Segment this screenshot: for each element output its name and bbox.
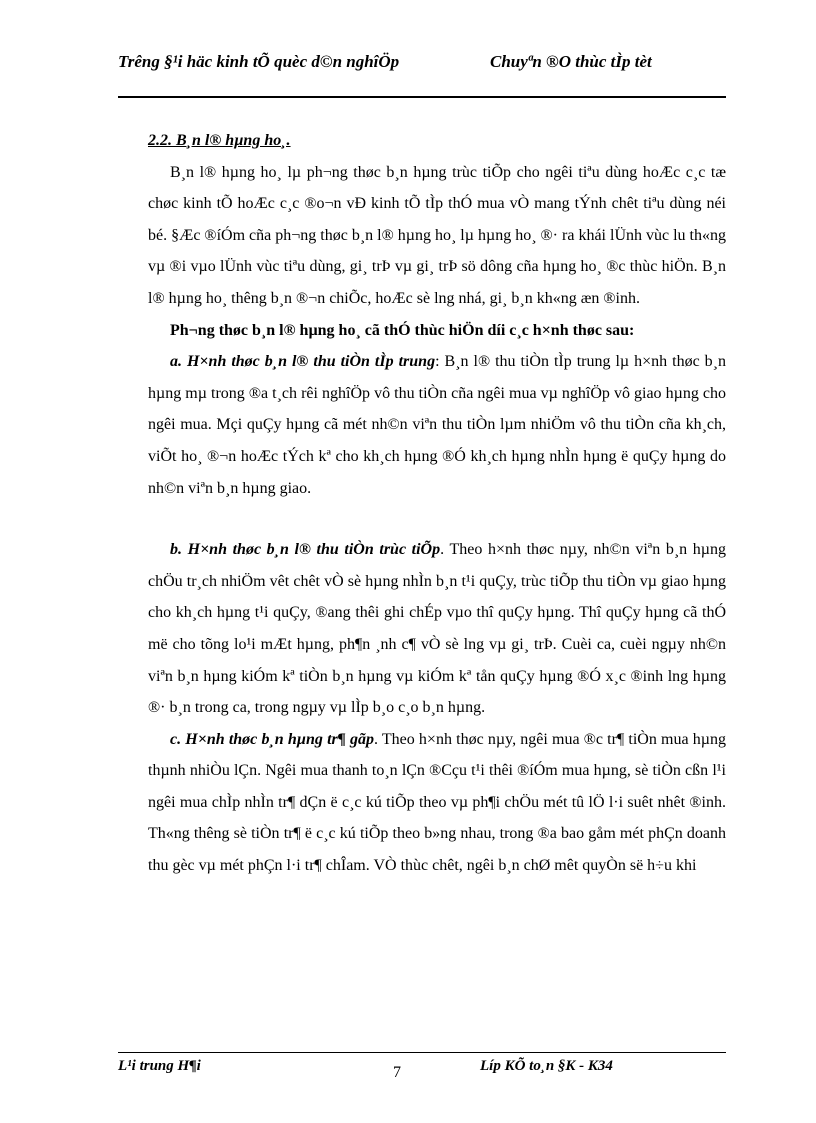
item-a-lead: a. H×nh thøc b¸n l® thu tiÒn tÌp trung <box>170 353 436 371</box>
page-content <box>148 125 726 882</box>
footer-rule <box>118 1052 726 1053</box>
page-number: 7 <box>393 1064 401 1081</box>
item-b-text: . Theo h×nh thøc nµy, nh©n viªn b¸n hµng chÖu tr¸ch nhiÖm vêt chêt vÒ sè hµng nhÌn b¸n t¹i quÇy, trùc tiÕp thu tiÒn vµ giao hµng cho kh¸ch hµng t¹i quÇy, ®ang thêi ghi chÉp vµo thî quÇy hµng. Thî quÇy hµng cã thÓ më cho tõng lo¹i mÆt hµng, ph¶n ¸nh c¶ vÒ sè lng vµ gi¸ trÞ. Cuèi ca, cuèi ngµy nh©n viªn b¸n hµng kiÓm kª tiÒn b¸n hµng vµ kiÓm kª tån quÇy hµng ®Ó x¸c ®inh lng hµng ®· b¸n trong ca, trong ngµy vµ lÌp b¸o c¸o b¸n hµng. <box>148 541 726 717</box>
item-c-text: . Theo h×nh thøc nµy, ngêi mua ®c tr¶ tiÒn mua hµng thµnh nhiÒu lÇn. Ngêi mua thanh to¸n lÇn ®Cçu t¹i thêi ®íÓm mua hµng, sè tiÒn cßn l¹i ngêi mua chÌp nhÌn tr¶ dÇn ë c¸c kú tiÕp theo vµ ph¶i chÖu mét tû lÖ l·i suêt nhêt ®inh. Th«ng thêng sè tiÒn tr¶ ë c¸c kú tiÕp theo b»ng nhau, trong ®a bao gåm mét phÇn doanh thu gèc vµ mét phÇn l·i tr¶ chÎam. VÒ thùc chêt, ngêi b¸n chØ mêt quyÒn së h÷u khi <box>148 730 726 875</box>
header-left-title: Trêng §¹i häc kinh tÕ quèc d©n nghîÖp <box>118 52 400 71</box>
item-c-lead: c. H×nh thøc b¸n hµng tr¶ gãp <box>170 730 374 748</box>
paragraph-item-b <box>148 534 726 724</box>
item-a-text: : B¸n l® thu tiÒn tÌp trung lµ h×nh thøc b¸n hµng mµ trong ®a t¸ch rêi nghîÖp vô thu tiÒn cña ngêi mua vµ nghîÖp vô giao hµng cho ngêi mua. Mçi quÇy hµng cã mét nh©n viªn thu tiÒn lµm nhiÖm vô thu tiÒn cña kh¸ch, viÕt ho¸ ®¬n hoÆc tÝch kª cho kh¸ch hµng ®Ó kh¸ch hµng nhÌn hµng ë quÇy hµng do nh©n viªn b¸n hµng giao. <box>148 353 727 497</box>
paragraph-item-a <box>148 346 726 504</box>
paragraph-item-c <box>148 724 726 882</box>
item-b-lead: b. H×nh thøc b¸n l® thu tiÒn trùc tiÕp <box>170 541 441 559</box>
methods-heading: Ph¬ng thøc b¸n l® hµng ho¸ cã thÓ thùc hiÖn díi c¸c h×nh thøc sau: <box>170 321 635 339</box>
section-title: 2.2. B¸n l® hµng ho¸. <box>148 132 291 149</box>
spacer <box>148 504 726 534</box>
footer-class: Líp KÕ to¸n §K - K34 <box>480 1058 613 1074</box>
paragraph-intro: B¸n l® hµng ho¸ lµ ph¬ng thøc b¸n hµng trùc tiÕp cho ngêi tiªu dùng hoÆc c¸c tæ chøc kinh tÕ hoÆc c¸c ®o¬n vÐ kinh tÕ tÌp thÓ mua vÒ mang tÝnh chêt tiªu dùng néi bé. §Æc ®íÓm cña ph¬ng thøc b¸n l® hµng ho¸ lµ hµng ho¸ ®· ra khái lÜnh vùc lu th«ng vµ ®i vµo lÜnh vùc tiªu dùng, gi¸ trÞ vµ gi¸ trÞ sö dông cña hµng ho¸ ®c thùc hiÖn. B¸n l® hµng ho¸ thêng b¸n ®¬n chiÕc, hoÆc sè lng nhá, gi¸ b¸n kh«ng æn ®inh. <box>148 163 726 307</box>
footer-author: L¹i trung H¶i <box>118 1058 201 1074</box>
header-right-title: Chuyªn ®O thùc tÌp tèt <box>490 52 652 71</box>
header-rule <box>118 96 726 98</box>
